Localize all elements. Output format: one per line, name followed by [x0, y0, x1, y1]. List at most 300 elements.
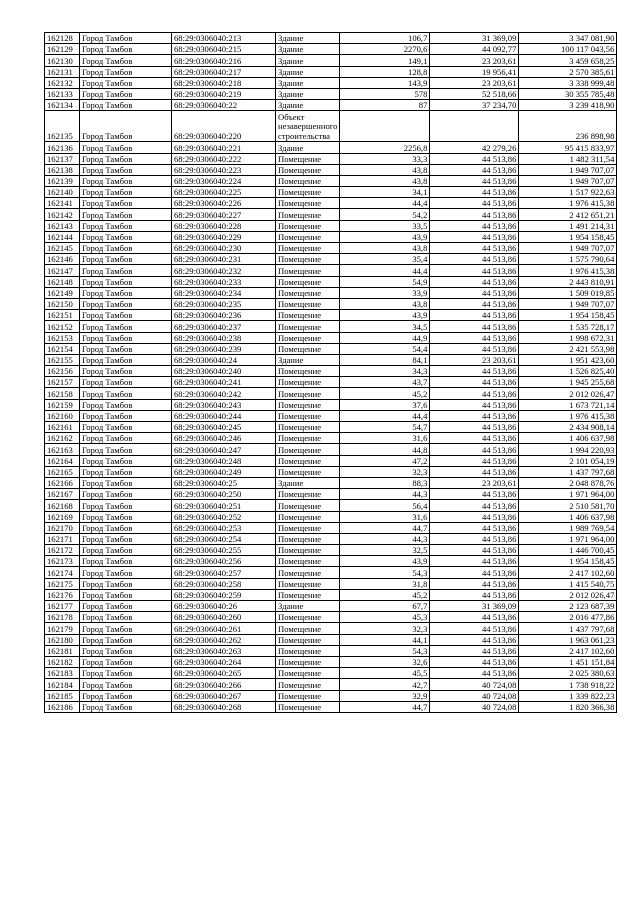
row-cadastral-value: 1 339 822,23 [519, 690, 617, 701]
row-unit-price: 44 513,86 [430, 612, 519, 623]
table-row [45, 690, 617, 701]
row-unit-price: 42 279,26 [430, 142, 519, 153]
row-cadastral-value: 1 954 158,45 [519, 231, 617, 242]
row-unit-price [430, 111, 519, 142]
row-cadastral-number: 68:29:0306040:263 [172, 645, 276, 656]
row-id: 162141 [45, 198, 80, 209]
table-body [45, 33, 617, 713]
table-row [45, 522, 617, 533]
table-row [45, 310, 617, 321]
table-row [45, 33, 617, 44]
row-cadastral-number: 68:29:0306040:250 [172, 489, 276, 500]
row-object-type: Помещение [276, 265, 340, 276]
row-id: 162146 [45, 254, 80, 265]
row-id: 162154 [45, 343, 80, 354]
row-cadastral-number: 68:29:0306040:244 [172, 410, 276, 421]
row-object-type: Помещение [276, 533, 340, 544]
row-object-type: Помещение [276, 332, 340, 343]
row-unit-price: 31 369,09 [430, 601, 519, 612]
row-city: Город Тамбов [80, 310, 172, 321]
row-cadastral-value: 2 016 477,86 [519, 612, 617, 623]
row-object-type: Помещение [276, 287, 340, 298]
table-row [45, 153, 617, 164]
row-unit-price: 52 518,66 [430, 88, 519, 99]
row-cadastral-value: 30 355 785,48 [519, 88, 617, 99]
row-id: 162156 [45, 366, 80, 377]
row-city: Город Тамбов [80, 243, 172, 254]
table-row [45, 265, 617, 276]
row-area: 44,3 [340, 533, 430, 544]
row-cadastral-number: 68:29:0306040:213 [172, 33, 276, 44]
row-cadastral-value: 3 459 658,25 [519, 55, 617, 66]
table-row [45, 276, 617, 287]
row-cadastral-value: 2 443 810,91 [519, 276, 617, 287]
row-cadastral-number: 68:29:0306040:227 [172, 209, 276, 220]
row-id: 162186 [45, 701, 80, 712]
table-row [45, 298, 617, 309]
row-object-type: Помещение [276, 556, 340, 567]
row-id: 162182 [45, 656, 80, 667]
table-row [45, 545, 617, 556]
row-area: 43,8 [340, 164, 430, 175]
row-unit-price: 19 956,41 [430, 66, 519, 77]
row-object-type: Помещение [276, 231, 340, 242]
row-area: 2256,8 [340, 142, 430, 153]
row-object-type: Здание [276, 33, 340, 44]
row-cadastral-value: 1 949 707,07 [519, 164, 617, 175]
row-id: 162181 [45, 645, 80, 656]
row-cadastral-number: 68:29:0306040:248 [172, 455, 276, 466]
row-cadastral-value: 1 575 790,64 [519, 254, 617, 265]
row-city: Город Тамбов [80, 276, 172, 287]
row-object-type: Помещение [276, 444, 340, 455]
row-unit-price: 44 513,86 [430, 645, 519, 656]
row-cadastral-number: 68:29:0306040:254 [172, 533, 276, 544]
row-unit-price: 40 724,08 [430, 690, 519, 701]
row-object-type: Помещение [276, 388, 340, 399]
row-area: 33,3 [340, 153, 430, 164]
row-cadastral-value: 1 482 311,54 [519, 153, 617, 164]
row-area: 33,5 [340, 220, 430, 231]
row-unit-price: 40 724,08 [430, 701, 519, 712]
row-cadastral-number: 68:29:0306040:234 [172, 287, 276, 298]
table-row [45, 220, 617, 231]
row-cadastral-value: 1 963 061,23 [519, 634, 617, 645]
row-cadastral-value: 1 976 415,38 [519, 198, 617, 209]
row-cadastral-number: 68:29:0306040:216 [172, 55, 276, 66]
row-id: 162171 [45, 533, 80, 544]
row-cadastral-value: 1 673 721,14 [519, 399, 617, 410]
row-cadastral-value: 1 949 707,07 [519, 298, 617, 309]
row-id: 162150 [45, 298, 80, 309]
row-cadastral-number: 68:29:0306040:252 [172, 511, 276, 522]
table-row [45, 366, 617, 377]
row-cadastral-number: 68:29:0306040:228 [172, 220, 276, 231]
row-cadastral-number: 68:29:0306040:241 [172, 377, 276, 388]
row-city: Город Тамбов [80, 44, 172, 55]
row-cadastral-value: 2 570 385,61 [519, 66, 617, 77]
table-row [45, 354, 617, 365]
row-cadastral-number: 68:29:0306040:257 [172, 567, 276, 578]
row-area: 47,2 [340, 455, 430, 466]
row-cadastral-value: 2 101 054,19 [519, 455, 617, 466]
table-row [45, 623, 617, 634]
row-city: Город Тамбов [80, 701, 172, 712]
row-cadastral-number: 68:29:0306040:268 [172, 701, 276, 712]
row-city: Город Тамбов [80, 377, 172, 388]
row-area: 43,8 [340, 175, 430, 186]
row-unit-price: 44 513,86 [430, 399, 519, 410]
row-id: 162149 [45, 287, 80, 298]
row-cadastral-value: 1 976 415,38 [519, 410, 617, 421]
row-cadastral-value: 1 971 964,00 [519, 533, 617, 544]
table-row [45, 701, 617, 712]
row-cadastral-number: 68:29:0306040:226 [172, 198, 276, 209]
row-city: Город Тамбов [80, 265, 172, 276]
row-area: 32,3 [340, 466, 430, 477]
row-city: Город Тамбов [80, 100, 172, 111]
row-cadastral-value: 1 976 415,38 [519, 265, 617, 276]
row-object-type: Помещение [276, 276, 340, 287]
row-object-type: Помещение [276, 645, 340, 656]
row-area: 44,9 [340, 332, 430, 343]
row-id: 162161 [45, 422, 80, 433]
row-id: 162135 [45, 111, 80, 142]
row-cadastral-value: 2 012 026,47 [519, 589, 617, 600]
row-object-type: Помещение [276, 164, 340, 175]
row-unit-price: 23 203,61 [430, 354, 519, 365]
row-unit-price: 44 513,86 [430, 377, 519, 388]
row-unit-price: 44 513,86 [430, 153, 519, 164]
row-area: 54,2 [340, 209, 430, 220]
row-cadastral-value: 1 949 707,07 [519, 175, 617, 186]
row-city: Город Тамбов [80, 466, 172, 477]
table-row [45, 343, 617, 354]
row-object-type: Помещение [276, 243, 340, 254]
row-city: Город Тамбов [80, 489, 172, 500]
row-area: 44,4 [340, 410, 430, 421]
row-city: Город Тамбов [80, 634, 172, 645]
row-unit-price: 44 513,86 [430, 231, 519, 242]
row-unit-price: 44 513,86 [430, 589, 519, 600]
row-cadastral-value: 3 347 081,90 [519, 33, 617, 44]
row-area: 43,7 [340, 377, 430, 388]
row-unit-price: 44 513,86 [430, 220, 519, 231]
row-area: 44,8 [340, 444, 430, 455]
row-area: 33,9 [340, 287, 430, 298]
row-area: 35,4 [340, 254, 430, 265]
row-area: 45,3 [340, 612, 430, 623]
row-cadastral-number: 68:29:0306040:24 [172, 354, 276, 365]
row-city: Город Тамбов [80, 433, 172, 444]
table-row [45, 612, 617, 623]
table-row [45, 422, 617, 433]
row-area: 54,3 [340, 567, 430, 578]
row-unit-price: 44 513,86 [430, 668, 519, 679]
row-unit-price: 44 513,86 [430, 410, 519, 421]
row-object-type: Помещение [276, 679, 340, 690]
row-object-type: Помещение [276, 634, 340, 645]
row-cadastral-value: 1 971 964,00 [519, 489, 617, 500]
row-unit-price: 44 513,86 [430, 276, 519, 287]
row-area [340, 111, 430, 142]
table-row [45, 187, 617, 198]
row-object-type: Помещение [276, 589, 340, 600]
row-cadastral-number: 68:29:0306040:253 [172, 522, 276, 533]
row-city: Город Тамбов [80, 422, 172, 433]
row-object-type: Помещение [276, 410, 340, 421]
row-unit-price: 44 513,86 [430, 175, 519, 186]
row-area: 87 [340, 100, 430, 111]
table-row [45, 287, 617, 298]
row-cadastral-value: 1 415 540,75 [519, 578, 617, 589]
row-object-type: Здание [276, 477, 340, 488]
row-cadastral-number: 68:29:0306040:217 [172, 66, 276, 77]
row-unit-price: 44 513,86 [430, 556, 519, 567]
row-unit-price: 44 513,86 [430, 500, 519, 511]
row-unit-price: 44 092,77 [430, 44, 519, 55]
row-id: 162175 [45, 578, 80, 589]
row-id: 162129 [45, 44, 80, 55]
row-id: 162144 [45, 231, 80, 242]
row-area: 54,4 [340, 343, 430, 354]
row-cadastral-value: 3 239 418,90 [519, 100, 617, 111]
row-city: Город Тамбов [80, 111, 172, 142]
row-unit-price: 44 513,86 [430, 332, 519, 343]
row-unit-price: 44 513,86 [430, 209, 519, 220]
row-object-type: Здание [276, 142, 340, 153]
table-row [45, 433, 617, 444]
row-id: 162176 [45, 589, 80, 600]
row-object-type: Здание [276, 354, 340, 365]
row-object-type: Помещение [276, 656, 340, 667]
row-area: 45,5 [340, 668, 430, 679]
row-city: Город Тамбов [80, 175, 172, 186]
row-cadastral-number: 68:29:0306040:22 [172, 100, 276, 111]
row-unit-price: 44 513,86 [430, 298, 519, 309]
row-area: 34,1 [340, 187, 430, 198]
table-row [45, 209, 617, 220]
row-area: 88,3 [340, 477, 430, 488]
row-city: Город Тамбов [80, 153, 172, 164]
row-unit-price: 44 513,86 [430, 545, 519, 556]
row-cadastral-number: 68:29:0306040:221 [172, 142, 276, 153]
row-cadastral-number: 68:29:0306040:251 [172, 500, 276, 511]
row-cadastral-value: 236 898,98 [519, 111, 617, 142]
table-row [45, 668, 617, 679]
table-row [45, 567, 617, 578]
row-id: 162183 [45, 668, 80, 679]
row-area: 578 [340, 88, 430, 99]
row-city: Город Тамбов [80, 366, 172, 377]
row-city: Город Тамбов [80, 612, 172, 623]
row-cadastral-value: 1 820 366,38 [519, 701, 617, 712]
row-area: 32,3 [340, 623, 430, 634]
row-cadastral-number: 68:29:0306040:242 [172, 388, 276, 399]
row-id: 162155 [45, 354, 80, 365]
row-cadastral-number: 68:29:0306040:225 [172, 187, 276, 198]
row-cadastral-number: 68:29:0306040:239 [172, 343, 276, 354]
row-object-type: Здание [276, 100, 340, 111]
row-area: 106,7 [340, 33, 430, 44]
row-area: 37,6 [340, 399, 430, 410]
row-cadastral-number: 68:29:0306040:231 [172, 254, 276, 265]
row-unit-price: 44 513,86 [430, 265, 519, 276]
table-row [45, 55, 617, 66]
row-cadastral-number: 68:29:0306040:230 [172, 243, 276, 254]
row-city: Город Тамбов [80, 578, 172, 589]
row-cadastral-number: 68:29:0306040:260 [172, 612, 276, 623]
row-cadastral-value: 1 406 637,98 [519, 511, 617, 522]
row-cadastral-value: 100 117 043,56 [519, 44, 617, 55]
row-object-type: Здание [276, 66, 340, 77]
row-city: Город Тамбов [80, 522, 172, 533]
table-row [45, 556, 617, 567]
row-city: Город Тамбов [80, 66, 172, 77]
row-object-type: Помещение [276, 366, 340, 377]
row-id: 162163 [45, 444, 80, 455]
row-area: 44,4 [340, 265, 430, 276]
row-cadastral-value: 2 434 908,14 [519, 422, 617, 433]
row-unit-price: 44 513,86 [430, 489, 519, 500]
table-row [45, 388, 617, 399]
row-object-type: Помещение [276, 209, 340, 220]
row-id: 162172 [45, 545, 80, 556]
row-id: 162128 [45, 33, 80, 44]
row-object-type: Помещение [276, 489, 340, 500]
row-city: Город Тамбов [80, 556, 172, 567]
row-id: 162151 [45, 310, 80, 321]
row-area: 54,3 [340, 645, 430, 656]
row-area: 32,9 [340, 690, 430, 701]
row-unit-price: 44 513,86 [430, 433, 519, 444]
row-cadastral-number: 68:29:0306040:25 [172, 477, 276, 488]
table-row [45, 444, 617, 455]
row-unit-price: 23 203,61 [430, 77, 519, 88]
row-id: 162148 [45, 276, 80, 287]
row-cadastral-value: 1 989 769,54 [519, 522, 617, 533]
row-city: Город Тамбов [80, 55, 172, 66]
table-row [45, 589, 617, 600]
row-cadastral-number: 68:29:0306040:223 [172, 164, 276, 175]
row-unit-price: 44 513,86 [430, 254, 519, 265]
table-row [45, 100, 617, 111]
table-row [45, 645, 617, 656]
row-city: Город Тамбов [80, 88, 172, 99]
row-area: 32,6 [340, 656, 430, 667]
row-object-type: Помещение [276, 701, 340, 712]
row-area: 43,8 [340, 243, 430, 254]
row-id: 162133 [45, 88, 80, 99]
row-cadastral-number: 68:29:0306040:237 [172, 321, 276, 332]
row-area: 84,1 [340, 354, 430, 365]
row-unit-price: 44 513,86 [430, 287, 519, 298]
row-unit-price: 40 724,08 [430, 679, 519, 690]
row-cadastral-number: 68:29:0306040:229 [172, 231, 276, 242]
row-id: 162185 [45, 690, 80, 701]
table-row [45, 164, 617, 175]
row-cadastral-number: 68:29:0306040:264 [172, 656, 276, 667]
row-area: 67,7 [340, 601, 430, 612]
row-area: 31,8 [340, 578, 430, 589]
row-city: Город Тамбов [80, 77, 172, 88]
row-cadastral-value: 2 412 651,21 [519, 209, 617, 220]
row-cadastral-value: 1 738 918,22 [519, 679, 617, 690]
row-area: 43,9 [340, 556, 430, 567]
row-object-type: Здание [276, 44, 340, 55]
row-area: 45,2 [340, 589, 430, 600]
row-cadastral-value: 1 954 158,45 [519, 556, 617, 567]
row-cadastral-value: 1 954 158,45 [519, 310, 617, 321]
row-cadastral-number: 68:29:0306040:224 [172, 175, 276, 186]
row-cadastral-value: 1 951 423,60 [519, 354, 617, 365]
row-cadastral-value: 3 338 999,48 [519, 77, 617, 88]
row-cadastral-number: 68:29:0306040:238 [172, 332, 276, 343]
row-city: Город Тамбов [80, 533, 172, 544]
row-object-type: Помещение [276, 455, 340, 466]
row-cadastral-number: 68:29:0306040:259 [172, 589, 276, 600]
row-id: 162173 [45, 556, 80, 567]
table-row [45, 410, 617, 421]
row-cadastral-value: 95 415 833,97 [519, 142, 617, 153]
row-cadastral-number: 68:29:0306040:233 [172, 276, 276, 287]
row-id: 162169 [45, 511, 80, 522]
row-area: 128,8 [340, 66, 430, 77]
row-cadastral-number: 68:29:0306040:246 [172, 433, 276, 444]
row-cadastral-value: 2 417 102,60 [519, 645, 617, 656]
row-city: Город Тамбов [80, 399, 172, 410]
row-cadastral-value: 2 048 878,76 [519, 477, 617, 488]
row-unit-price: 37 234,70 [430, 100, 519, 111]
row-city: Город Тамбов [80, 545, 172, 556]
row-city: Город Тамбов [80, 220, 172, 231]
table-row [45, 231, 617, 242]
row-unit-price: 44 513,86 [430, 511, 519, 522]
row-object-type: Помещение [276, 377, 340, 388]
row-cadastral-number: 68:29:0306040:258 [172, 578, 276, 589]
row-object-type: Помещение [276, 175, 340, 186]
table-row [45, 466, 617, 477]
row-unit-price: 44 513,86 [430, 310, 519, 321]
table-row [45, 533, 617, 544]
row-cadastral-number: 68:29:0306040:218 [172, 77, 276, 88]
row-object-type: Помещение [276, 433, 340, 444]
row-cadastral-number: 68:29:0306040:236 [172, 310, 276, 321]
row-object-type: Помещение [276, 567, 340, 578]
row-unit-price: 44 513,86 [430, 422, 519, 433]
row-unit-price: 44 513,86 [430, 366, 519, 377]
row-cadastral-number: 68:29:0306040:240 [172, 366, 276, 377]
row-area: 31,6 [340, 433, 430, 444]
row-area: 2270,6 [340, 44, 430, 55]
table-row [45, 321, 617, 332]
row-object-type: Помещение [276, 522, 340, 533]
row-city: Город Тамбов [80, 623, 172, 634]
row-object-type: Помещение [276, 466, 340, 477]
row-area: 44,3 [340, 489, 430, 500]
row-object-type: Помещение [276, 321, 340, 332]
row-cadastral-value: 1 446 700,45 [519, 545, 617, 556]
row-unit-price: 31 369,09 [430, 33, 519, 44]
row-cadastral-number: 68:29:0306040:215 [172, 44, 276, 55]
row-cadastral-number: 68:29:0306040:256 [172, 556, 276, 567]
table-row [45, 44, 617, 55]
row-cadastral-number: 68:29:0306040:255 [172, 545, 276, 556]
row-area: 56,4 [340, 500, 430, 511]
row-object-type: Помещение [276, 153, 340, 164]
row-cadastral-value: 1 451 151,84 [519, 656, 617, 667]
row-city: Город Тамбов [80, 477, 172, 488]
